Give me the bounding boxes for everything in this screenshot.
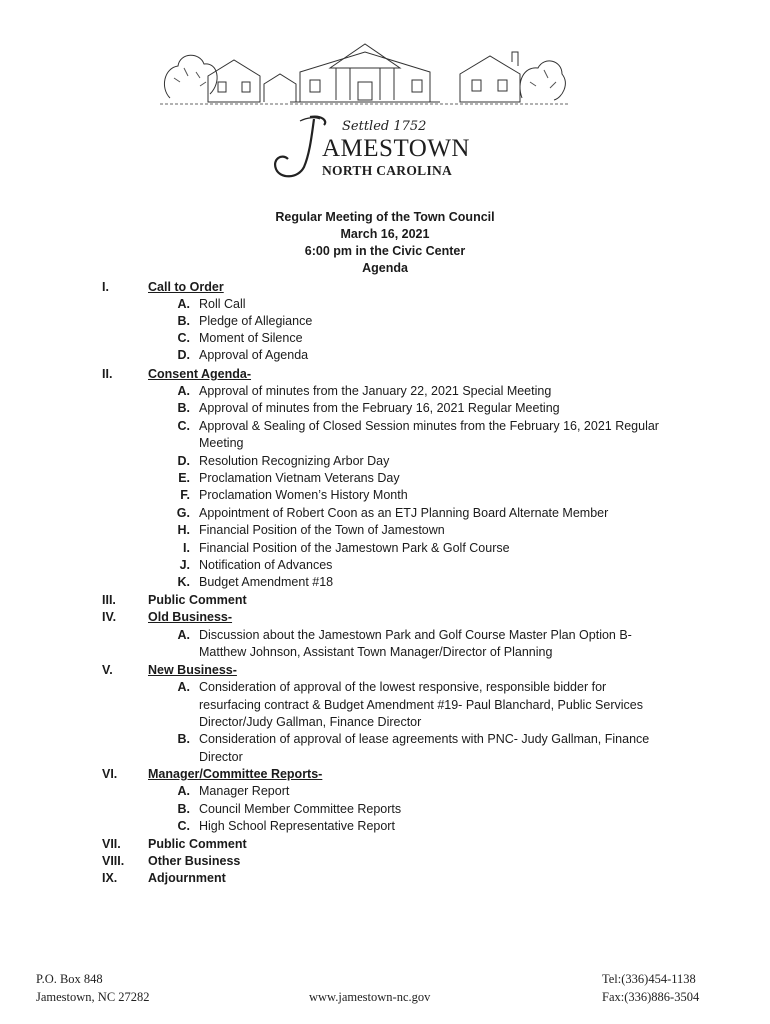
section-number: IV.: [102, 610, 117, 624]
item-text: Approval of minutes from the February 16, 2021 Regular Meeting: [199, 401, 560, 415]
section-title: Public Comment: [148, 593, 247, 607]
section-other-business: [0, 853, 770, 870]
item-text: Discussion about the Jamestown Park and Golf Course Master Plan Option B-: [199, 628, 632, 642]
meeting-time-place: 6:00 pm in the Civic Center: [304, 244, 466, 258]
agenda-item: [0, 313, 770, 330]
item-letter: A.: [177, 680, 190, 694]
section-consent-agenda: [0, 366, 770, 383]
item-letter: C.: [177, 419, 190, 433]
item-text: Meeting: [199, 436, 244, 450]
item-letter: C.: [177, 331, 190, 345]
section-title: Old Business-: [148, 610, 233, 624]
item-text: Roll Call: [199, 297, 246, 311]
item-text: Matthew Johnson, Assistant Town Manager/Director of Planning: [199, 645, 553, 659]
section-title: Consent Agenda-: [148, 367, 252, 381]
item-text: Proclamation Vietnam Veterans Day: [199, 471, 400, 485]
agenda-item-continuation: [0, 714, 770, 731]
item-letter: B.: [177, 802, 190, 816]
agenda-item-continuation: [0, 697, 770, 714]
agenda-item: [0, 574, 770, 591]
agenda-item: [0, 487, 770, 504]
state-name: NORTH CAROLINA: [322, 163, 453, 178]
section-title: New Business-: [148, 663, 237, 677]
footer-fax: Fax:(336)886-3504: [602, 990, 700, 1004]
section-number: VII.: [102, 837, 121, 851]
section-number: I.: [102, 280, 109, 294]
item-text: Appointment of Robert Coon as an ETJ Planning Board Alternate Member: [199, 506, 609, 520]
meeting-date: March 16, 2021: [340, 227, 430, 241]
item-text: Approval of Agenda: [199, 348, 309, 362]
item-text: Budget Amendment #18: [199, 575, 334, 589]
item-text: Financial Position of the Jamestown Park & Golf Course: [199, 541, 510, 555]
section-number: VI.: [102, 767, 118, 781]
section-adjournment: [0, 870, 770, 887]
agenda-item: [0, 453, 770, 470]
agenda-item: [0, 347, 770, 364]
item-letter: B.: [177, 314, 190, 328]
item-text: High School Representative Report: [199, 819, 395, 833]
item-letter: A.: [177, 784, 190, 798]
item-letter: F.: [180, 488, 190, 502]
settled-year: Settled 1752: [342, 119, 427, 134]
agenda-item: [0, 540, 770, 557]
agenda-item-continuation: [0, 749, 770, 766]
section-title: Adjournment: [148, 871, 226, 885]
item-text: Council Member Committee Reports: [199, 802, 402, 816]
section-number: III.: [102, 593, 116, 607]
item-text: Director: [199, 750, 243, 764]
agenda-item: [0, 679, 770, 696]
section-title: Manager/Committee Reports-: [148, 767, 323, 781]
agenda-item: [0, 505, 770, 522]
item-text: Consideration of approval of the lowest responsive, responsible bidder for: [199, 680, 607, 694]
section-title: Public Comment: [148, 837, 247, 851]
item-text: Director/Judy Gallman, Finance Director: [199, 715, 422, 729]
agenda-item: [0, 627, 770, 644]
section-title: Other Business: [148, 854, 241, 868]
agenda-item: [0, 731, 770, 748]
agenda-item-continuation: [0, 644, 770, 661]
town-name: AMESTOWN: [322, 135, 470, 162]
item-letter: H.: [177, 523, 190, 537]
item-text: Notification of Advances: [199, 558, 333, 572]
item-letter: E.: [178, 471, 190, 485]
jamestown-logo: [270, 113, 500, 183]
item-letter: B.: [177, 732, 190, 746]
section-old-business: [0, 609, 770, 626]
item-letter: A.: [177, 384, 190, 398]
section-number: II.: [102, 367, 113, 381]
footer-po-box: P.O. Box 848: [36, 972, 103, 986]
section-call-to-order: [0, 279, 770, 296]
item-text: Pledge of Allegiance: [199, 314, 313, 328]
agenda-item: [0, 330, 770, 347]
item-letter: B.: [177, 401, 190, 415]
item-text: Proclamation Women’s History Month: [199, 488, 408, 502]
agenda-item: [0, 400, 770, 417]
section-manager-reports: [0, 766, 770, 783]
item-text: Consideration of approval of lease agreements with PNC- Judy Gallman, Finance: [199, 732, 650, 746]
section-number: V.: [102, 663, 113, 677]
item-letter: G.: [176, 506, 190, 520]
footer-city: Jamestown, NC 27282: [36, 990, 150, 1004]
item-letter: D.: [177, 348, 190, 362]
item-text: Resolution Recognizing Arbor Day: [199, 454, 390, 468]
section-public-comment: [0, 592, 770, 609]
agenda-item: [0, 522, 770, 539]
agenda-item: [0, 783, 770, 800]
script-j-monogram: [270, 113, 330, 181]
item-text: Approval of minutes from the January 22, 2021 Special Meeting: [199, 384, 552, 398]
item-letter: C.: [177, 819, 190, 833]
meeting-title: Regular Meeting of the Town Council: [275, 210, 495, 224]
agenda-item: [0, 801, 770, 818]
item-text: Financial Position of the Town of Jamestown: [199, 523, 445, 537]
section-number: VIII.: [102, 854, 125, 868]
footer-phone: Tel:(336)454-1138: [602, 972, 696, 986]
item-letter: K.: [177, 575, 190, 589]
agenda-heading: Agenda: [362, 261, 408, 275]
footer-website[interactable]: www.jamestown-nc.gov: [309, 990, 431, 1004]
agenda-item: [0, 418, 770, 435]
item-text: Manager Report: [199, 784, 290, 798]
item-letter: I.: [183, 541, 190, 555]
section-title: Call to Order: [148, 280, 224, 294]
item-text: Approval & Sealing of Closed Session minutes from the February 16, 2021 Regular: [199, 419, 659, 433]
section-public-comment-2: [0, 836, 770, 853]
agenda-item: [0, 470, 770, 487]
agenda-item: [0, 818, 770, 835]
item-letter: A.: [177, 297, 190, 311]
item-text: Moment of Silence: [199, 331, 303, 345]
item-letter: J.: [179, 558, 190, 572]
agenda-item-continuation: [0, 435, 770, 452]
section-new-business: [0, 662, 770, 679]
agenda-item: [0, 383, 770, 400]
item-text: resurfacing contract & Budget Amendment #19- Paul Blanchard, Public Services: [199, 698, 643, 712]
town-buildings-sketch: [160, 38, 570, 110]
item-letter: A.: [177, 628, 190, 642]
section-number: IX.: [102, 871, 118, 885]
item-letter: D.: [177, 454, 190, 468]
agenda-item: [0, 296, 770, 313]
agenda-item: [0, 557, 770, 574]
